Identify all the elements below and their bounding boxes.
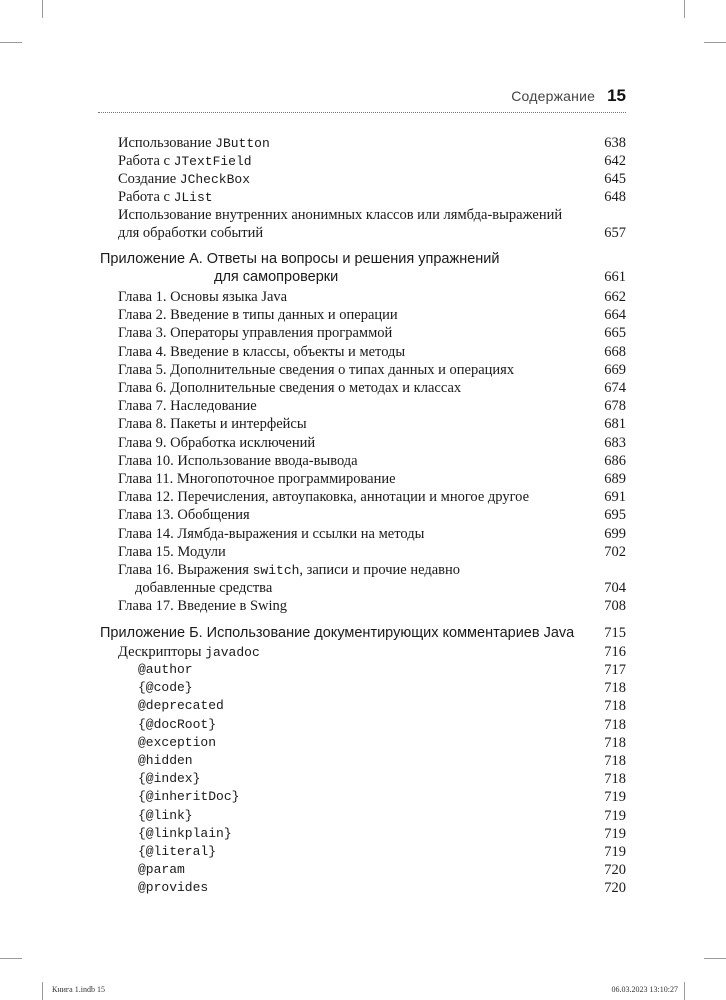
- toc-entry-text: Глава 5. Дополнительные сведения о типах данных и операциях: [118, 361, 515, 378]
- toc-page-number: 668: [604, 343, 626, 360]
- toc-page-number: 648: [604, 189, 626, 205]
- toc-page-number: 718: [604, 680, 626, 697]
- toc-entry-code: javadoc: [205, 645, 260, 660]
- toc-entry-text: Глава 17. Введение в Swing: [118, 598, 288, 614]
- toc-entry-text: Дескрипторы: [118, 644, 206, 660]
- toc-entry-text: Работа с: [118, 153, 174, 169]
- toc-page-number: 686: [604, 452, 626, 469]
- toc-page-number: 704: [604, 580, 626, 596]
- toc-entry-text: Глава 8. Пакеты и интерфейсы: [118, 416, 307, 433]
- toc-page-number: 719: [604, 789, 626, 806]
- toc-entry-code: JTextField: [173, 154, 252, 169]
- toc-page-number: 716: [604, 644, 626, 660]
- toc-entry-text: Глава 4. Введение в классы, объекты и методы: [118, 343, 406, 360]
- javadoc-tag: {@docRoot}: [138, 716, 217, 732]
- section-title: Приложение А. Ответы на вопросы и решения упражнений: [100, 251, 500, 267]
- toc-entry-text: Глава 3. Операторы управления программой: [118, 325, 393, 342]
- toc-page-number: 638: [604, 135, 626, 151]
- javadoc-tag: @author: [138, 662, 193, 677]
- toc-entry-text: Глава 7. Наследование: [118, 398, 257, 415]
- toc-page-number: 669: [604, 361, 626, 378]
- toc-entry-text: Глава 9. Обработка исключений: [118, 434, 316, 451]
- toc-entry-text: Глава 13. Обобщения: [118, 507, 250, 524]
- toc-entry-code: JButton: [215, 136, 270, 151]
- crop-mark: [684, 0, 685, 18]
- page-number: 15: [607, 86, 626, 105]
- toc-page-number: 719: [604, 844, 626, 860]
- toc-page-number: 718: [604, 716, 626, 733]
- crop-mark: [704, 42, 726, 43]
- toc-page-number: 717: [604, 662, 626, 678]
- javadoc-tag: {@literal}: [138, 844, 217, 859]
- toc-page-number: 699: [604, 525, 626, 542]
- toc-entry-text: Работа с: [118, 189, 174, 205]
- header-title: Содержание: [511, 88, 596, 104]
- toc-entry-code: JList: [173, 190, 213, 205]
- toc-page-number: 642: [604, 153, 626, 169]
- toc-page-number: 718: [604, 698, 626, 715]
- toc-page-number: 665: [604, 325, 626, 342]
- crop-mark: [0, 42, 22, 43]
- toc-page-number: 720: [604, 862, 626, 879]
- toc-page-number: 683: [604, 434, 626, 451]
- toc-page-number: 689: [604, 471, 626, 487]
- section-title: для самопроверки: [214, 269, 339, 285]
- crop-mark: [684, 982, 685, 1000]
- toc-entry-text: , записи и прочие недавно: [299, 562, 461, 578]
- running-header: [98, 86, 626, 108]
- toc-page-number: 695: [604, 507, 626, 524]
- toc-entry-text: Глава 12. Перечисления, автоупаковка, аннотации и многое другое: [118, 489, 530, 506]
- toc-page-number: 661: [604, 269, 626, 285]
- footer-timestamp: 06.03.2023 13:10:27: [611, 985, 678, 994]
- javadoc-tag: {@linkplain}: [138, 825, 232, 841]
- javadoc-tag: @deprecated: [138, 698, 224, 714]
- toc-entry-text: добавленные средства: [135, 580, 273, 596]
- toc-page-number: 702: [604, 543, 626, 560]
- toc-page-number: 708: [604, 598, 626, 614]
- toc-page-number: 718: [604, 734, 626, 751]
- footer-file-info: Книга 1.indb 15: [52, 985, 105, 994]
- javadoc-tag: {@link}: [138, 807, 193, 823]
- toc-entry-code: JCheckBox: [179, 172, 250, 187]
- toc-page-number: 678: [604, 398, 626, 415]
- section-title: Приложение Б. Использование документирующих комментариев Java: [100, 625, 575, 641]
- javadoc-tag: {@code}: [138, 680, 193, 696]
- toc-page-number: 645: [604, 171, 626, 187]
- javadoc-tag: @exception: [138, 734, 217, 750]
- toc-entry-text: Глава 2. Введение в типы данных и операции: [118, 307, 398, 324]
- toc-entry-code: switch: [252, 563, 300, 578]
- toc-entry-text: Глава 15. Модули: [118, 543, 226, 560]
- javadoc-tag: @provides: [138, 880, 209, 896]
- toc-page-number: 674: [604, 380, 626, 396]
- toc-page-number: 691: [604, 489, 626, 506]
- crop-mark: [42, 0, 43, 18]
- header-dotted-rule: [98, 112, 626, 113]
- toc-entry-text: Глава 11. Многопоточное программирование: [118, 471, 396, 487]
- toc-entry-text: Использование: [118, 135, 216, 151]
- toc-entry-text: Глава 14. Лямбда-выражения и ссылки на методы: [118, 525, 425, 542]
- toc-entry-text: Использование внутренних анонимных классов или лямбда-выражений: [118, 207, 563, 223]
- toc-page-number: 662: [604, 289, 626, 305]
- crop-mark: [0, 958, 22, 959]
- javadoc-tag: {@index}: [138, 771, 201, 787]
- toc-page-number: 715: [604, 625, 626, 641]
- toc-entry-text: Создание: [118, 171, 180, 187]
- crop-mark: [42, 982, 43, 1000]
- toc-page-number: 657: [604, 225, 626, 241]
- toc-entry-text: Глава 1. Основы языка Java: [118, 289, 288, 305]
- toc-entry-text: Глава 16. Выражения: [118, 562, 253, 578]
- toc-entry-text: для обработки событий: [118, 225, 264, 241]
- toc-page-number: 681: [604, 416, 626, 433]
- toc-entry-text: Глава 6. Дополнительные сведения о методах и классах: [118, 380, 462, 396]
- toc-page-number: 719: [604, 825, 626, 842]
- toc-entry-text: Глава 10. Использование ввода-вывода: [118, 452, 358, 469]
- javadoc-tag: {@inheritDoc}: [138, 789, 240, 805]
- javadoc-tag: @param: [138, 862, 185, 878]
- javadoc-tag: @hidden: [138, 753, 193, 768]
- toc-page-number: 718: [604, 771, 626, 788]
- toc-page-number: 719: [604, 807, 626, 824]
- toc-page-number: 720: [604, 880, 626, 897]
- toc-page-number: 664: [604, 307, 626, 324]
- crop-mark: [704, 958, 726, 959]
- toc-page-number: 718: [604, 753, 626, 769]
